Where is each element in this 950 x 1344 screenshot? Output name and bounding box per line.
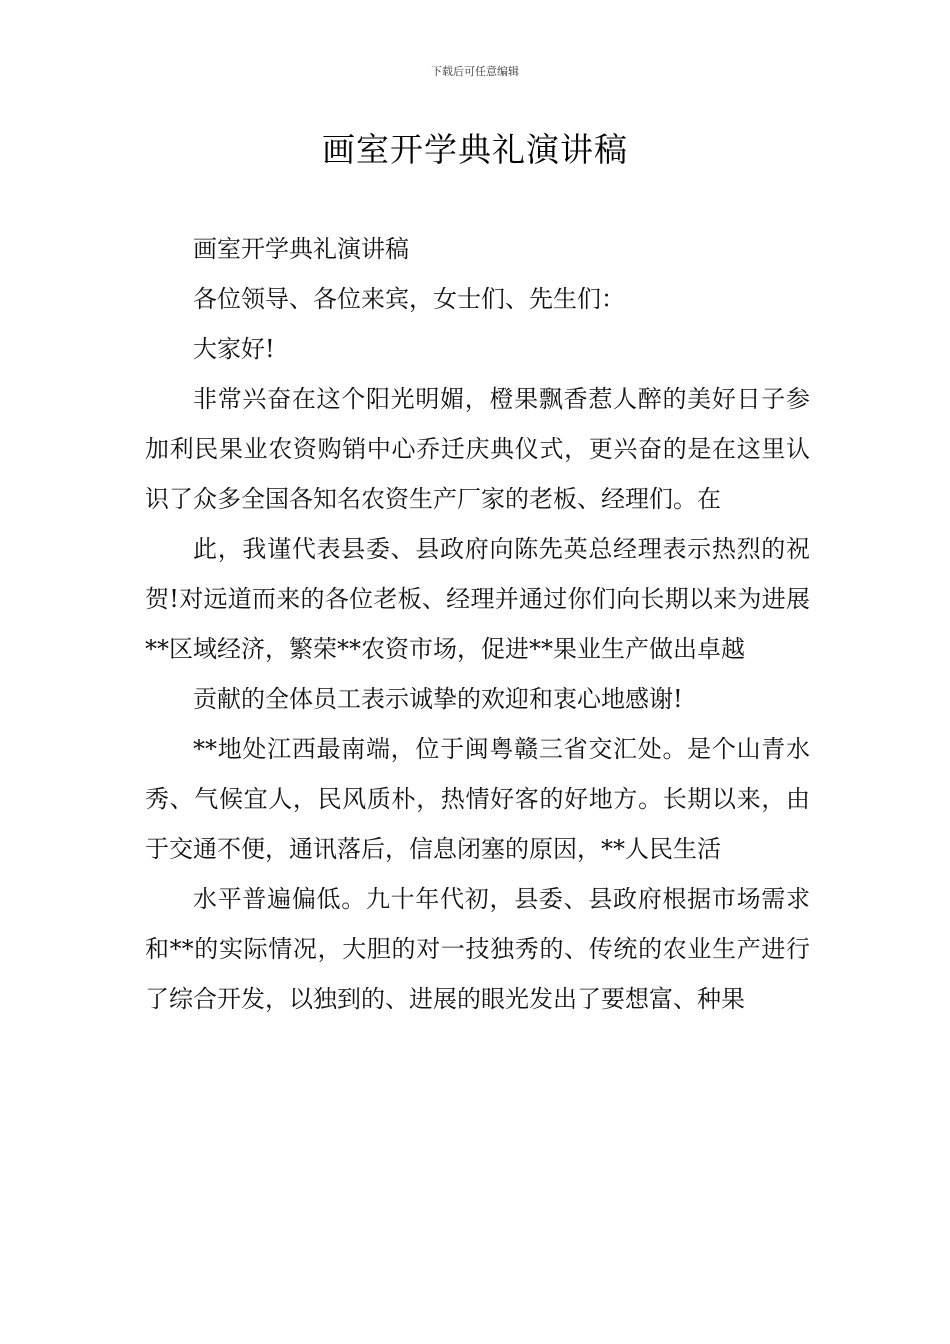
paragraph-body: 贡献的全体员工表示诚挚的欢迎和衷心地感谢!	[193, 685, 683, 713]
paragraph-salutation: 各位领导、各位来宾，女士们、先生们：	[193, 285, 625, 313]
paragraph-body: 非常兴奋在这个阳光明媚，橙果飘香惹人醉的美好日子参加利民果业农资购销中心乔迁庆典仪式，更兴奋的是在这里认识了众多全国各知名农资生产厂家的老板、经理们。在	[145, 385, 810, 513]
document-title: 画室开学典礼演讲稿	[322, 130, 628, 169]
header-note: 下载后可任意编辑	[431, 65, 519, 78]
document-body	[145, 224, 810, 1024]
paragraph-heading: 画室开学典礼演讲稿	[193, 235, 409, 263]
paragraph-body: 此，我谨代表县委、县政府向陈先英总经理表示热烈的祝贺!对远道而来的各位老板、经理并通过你们向长期以来为进展**区域经济，繁荣**农资市场，促进**果业生产做出卓越	[145, 535, 810, 663]
paragraph-greeting: 大家好!	[193, 335, 275, 363]
paragraph-body: 水平普遍偏低。九十年代初，县委、县政府根据市场需求和**的实际情况，大胆的对一技独秀的、传统的农业生产进行了综合开发，以独到的、进展的眼光发出了要想富、种果	[145, 885, 810, 1013]
paragraph-body: **地处江西最南端，位于闽粤赣三省交汇处。是个山青水秀、气候宜人，民风质朴，热情好客的好地方。长期以来，由于交通不便，通讯落后，信息闭塞的原因，**人民生活	[145, 735, 810, 863]
